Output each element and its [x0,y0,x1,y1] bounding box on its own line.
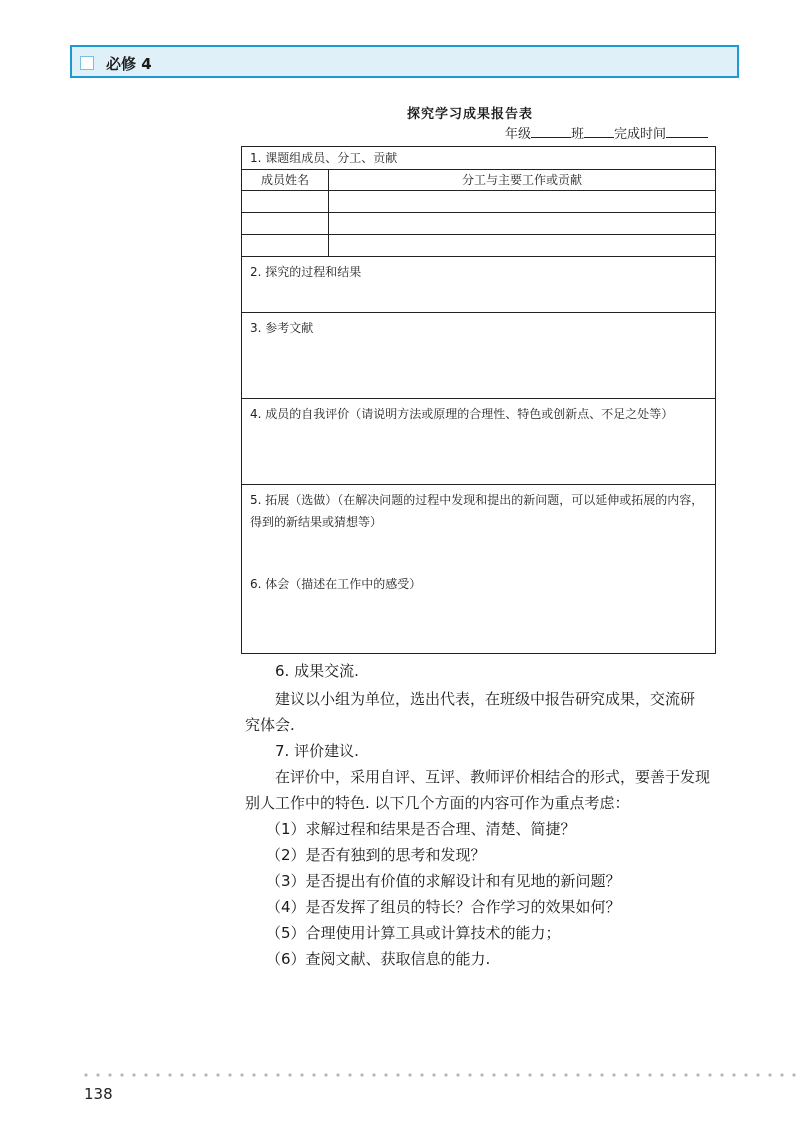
paragraph6-line1: 建议以小组为单位，选出代表，在班级中报告研究成果，交流研 [275,690,696,708]
grade-blank [531,125,571,138]
paragraph7-heading: 7. 评价建议. [275,742,359,760]
criteria-item: （6）查阅文献、获取信息的能力. [266,950,491,968]
grade-class-time-line [505,123,708,142]
time-label: 完成时间 [614,127,667,142]
member-row [242,234,715,256]
section5-label: 5. 拓展（选做）（在解决问题的过程中发现和提出的新问题，可以延伸或拓展的内容，得到的新结果或猜想等） [250,493,704,529]
paragraph6-heading: 6. 成果交流. [275,662,359,680]
report-title: 探究学习成果报告表 [406,107,533,122]
member-row [242,190,715,212]
header-square-icon [80,56,94,70]
member-name-header: 成员姓名 [260,173,309,187]
section4-row [242,398,715,484]
member-role-header: 分工与主要工作或贡献 [461,173,582,187]
member-row [242,212,715,234]
criteria-item: （3）是否提出有价值的求解设计和有见地的新问题？ [266,872,621,890]
section5-row [242,484,715,654]
section2-label: 2. 探究的过程和结果 [250,265,362,279]
footer-dotted-rule [80,1072,800,1078]
chapter-title: 必修 4 [106,55,152,73]
class-blank [584,125,614,138]
report-form-table [241,146,716,654]
page-number: 138 [84,1085,113,1103]
criteria-item: （2）是否有独到的思考和发现？ [266,846,486,864]
time-blank [666,125,708,138]
section1-label: 1. 课题组成员、分工、贡献 [250,151,398,165]
section2-row [242,256,715,312]
section4-label: 4. 成员的自我评价（请说明方法或原理的合理性、特色或创新点、不足之处等） [250,407,674,421]
criteria-item: （1）求解过程和结果是否合理、清楚、简捷？ [266,820,576,838]
chapter-header-band [70,45,739,78]
paragraph7-line2: 别人工作中的特色. 以下几个方面的内容可作为重点考虑： [245,794,630,812]
section3-row [242,312,715,398]
section3-label: 3. 参考文献 [250,321,314,335]
paragraph6-line2: 究体会. [245,716,295,734]
criteria-item: （4）是否发挥了组员的特长？合作学习的效果如何？ [266,898,621,916]
criteria-item: （5）合理使用计算工具或计算技术的能力； [266,924,561,942]
class-label: 班 [571,127,585,142]
grade-label: 年级 [505,127,532,142]
section6-label: 6. 体会（描述在工作中的感受） [250,577,422,591]
paragraph7-line1: 在评价中，采用自评、互评、教师评价相结合的形式，要善于发现 [275,768,711,786]
